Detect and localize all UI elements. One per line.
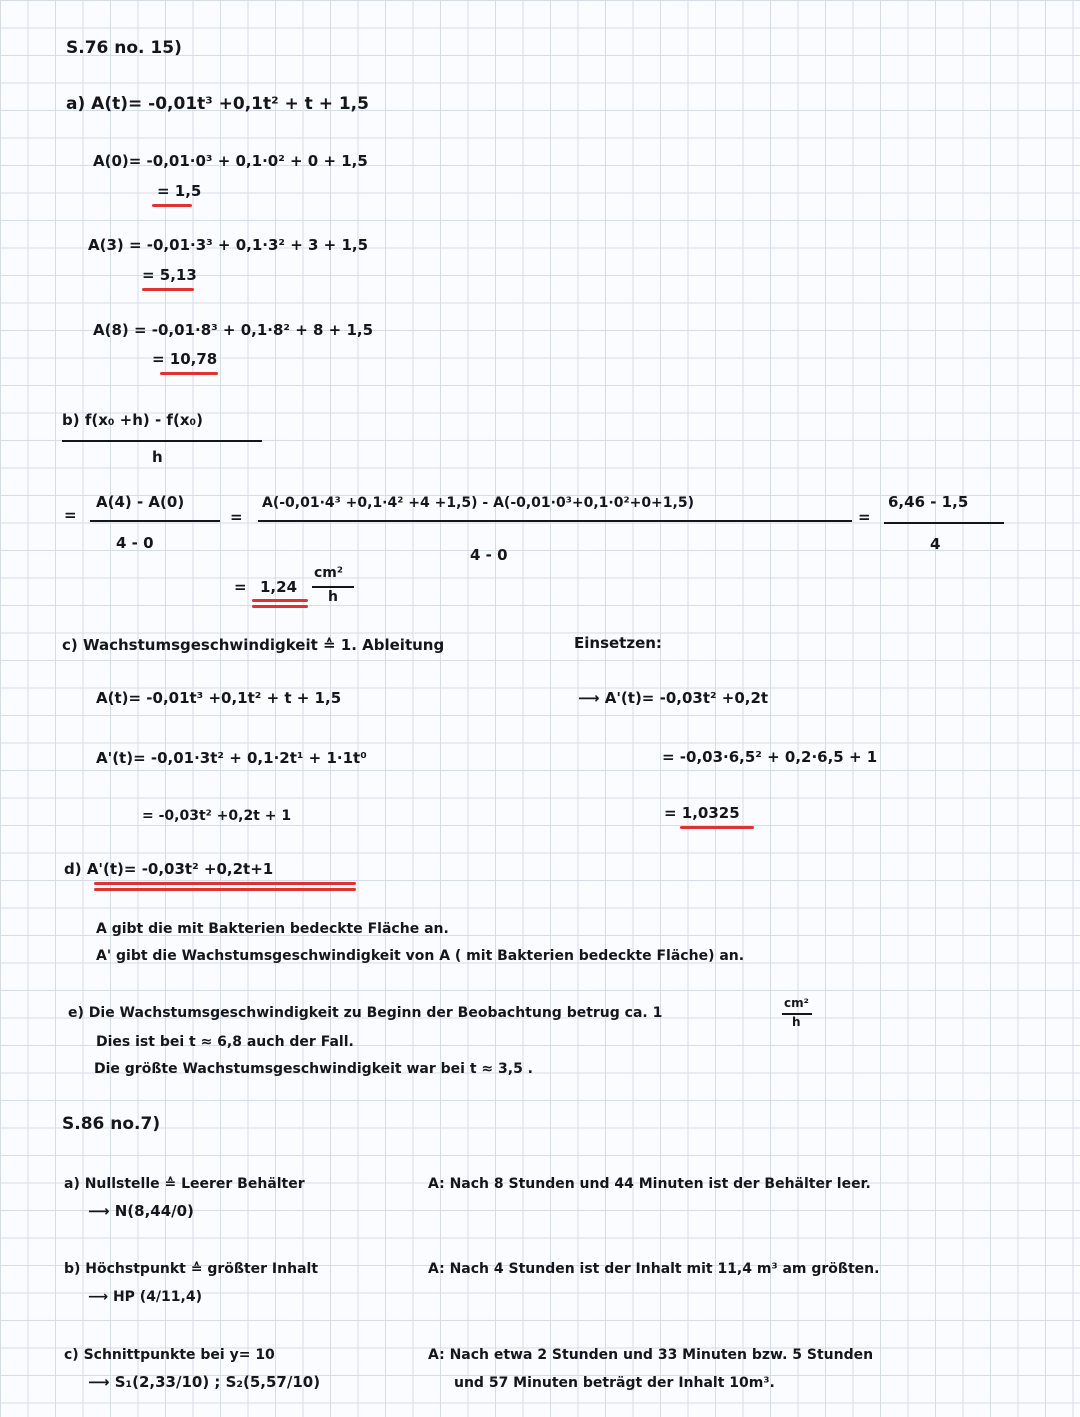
d-underline-2: [94, 888, 356, 891]
d-function: d) A'(t)= -0,03t² +0,2t+1: [64, 860, 274, 878]
diff-quotient-bar: [62, 440, 262, 442]
fraction1-bar: [90, 520, 220, 522]
a0-underline: [152, 204, 192, 207]
equals-3: =: [858, 508, 871, 526]
c-simplified: = -0,03t² +0,2t + 1: [142, 808, 292, 824]
s86-c-title: c) Schnittpunkte bei y= 10: [64, 1347, 275, 1363]
b-result-underline-2: [252, 605, 308, 608]
fraction1-denominator: 4 - 0: [116, 534, 154, 552]
diff-quotient-numerator: b) f(x₀ +h) - f(x₀): [62, 411, 203, 429]
fraction2-numerator: A(-0,01·4³ +0,1·4² +4 +1,5) - A(-0,01·0³+0,1·0²+0+1,5): [262, 495, 694, 511]
b-result-value: 1,24: [260, 578, 298, 596]
s86-b-title: b) Höchstpunkt ≙ größter Inhalt: [64, 1261, 319, 1277]
s86-c-answer-2: und 57 Minuten beträgt der Inhalt 10m³.: [454, 1375, 775, 1391]
fraction2-bar: [258, 520, 852, 522]
a3-calc: A(3) = -0,01·3³ + 0,1·3² + 3 + 1,5: [88, 236, 369, 254]
page-heading: S.76 no. 15): [66, 38, 182, 58]
d-explanation-2: A' gibt die Wachstumsgeschwindigkeit von A ( mit Bakterien bedeckte Fläche) an.: [96, 948, 745, 964]
b-result-unit-den: h: [328, 589, 338, 605]
c-result: = 1,0325: [664, 804, 740, 822]
s86-b-point: ⟶ HP (4/11,4): [88, 1289, 202, 1305]
s86-b-answer: A: Nach 4 Stunden ist der Inhalt mit 11,4 m³ am größten.: [428, 1261, 880, 1277]
a3-underline: [142, 288, 194, 291]
s86-a-answer: A: Nach 8 Stunden und 44 Minuten ist der Behälter leer.: [428, 1176, 871, 1192]
c-function: A(t)= -0,01t³ +0,1t² + t + 1,5: [96, 689, 342, 707]
function-a: a) A(t)= -0,01t³ +0,1t² + t + 1,5: [66, 94, 369, 114]
a3-result: = 5,13: [142, 266, 197, 284]
b-result-unit-bar: [312, 586, 354, 588]
a8-result: = 10,78: [152, 350, 218, 368]
s86-a-point: ⟶ N(8,44/0): [88, 1202, 194, 1220]
s86-a-title: a) Nullstelle ≙ Leerer Behälter: [64, 1176, 305, 1192]
s86-c-points: ⟶ S₁(2,33/10) ; S₂(5,57/10): [88, 1373, 321, 1391]
e-line-3: Die größte Wachstumsgeschwindigkeit war bei t ≈ 3,5 .: [94, 1061, 533, 1077]
d-explanation-1: A gibt die mit Bakterien bedeckte Fläche an.: [96, 921, 449, 937]
fraction2-denominator: 4 - 0: [470, 546, 508, 564]
a0-result: = 1,5: [157, 182, 202, 200]
e-unit-den: h: [792, 1015, 801, 1029]
fraction3-bar: [884, 522, 1004, 524]
b-result-underline-1: [252, 599, 308, 602]
e-unit-num: cm²: [784, 996, 809, 1010]
equals-2: =: [230, 508, 243, 526]
fraction3-numerator: 6,46 - 1,5: [888, 493, 969, 511]
a0-calc: A(0)= -0,01·0³ + 0,1·0² + 0 + 1,5: [93, 152, 368, 170]
fraction1-numerator: A(4) - A(0): [96, 493, 185, 511]
s86-c-answer-1: A: Nach etwa 2 Stunden und 33 Minuten bzw. 5 Stunden: [428, 1347, 874, 1363]
c-result-underline: [680, 826, 754, 829]
a8-calc: A(8) = -0,01·8³ + 0,1·8² + 8 + 1,5: [93, 321, 374, 339]
e-line-1: e) Die Wachstumsgeschwindigkeit zu Beginn der Beobachtung betrug ca. 1: [68, 1005, 663, 1021]
e-line-2: Dies ist bei t ≈ 6,8 auch der Fall.: [96, 1034, 354, 1050]
a8-underline: [160, 372, 218, 375]
diff-quotient-denominator: h: [152, 448, 163, 466]
d-underline-1: [94, 882, 356, 885]
b-result-unit-num: cm²: [314, 565, 344, 581]
fraction3-denominator: 4: [930, 535, 941, 553]
c-substitution: = -0,03·6,5² + 0,2·6,5 + 1: [662, 748, 878, 766]
c-derivative: A'(t)= -0,01·3t² + 0,1·2t¹ + 1·1t⁰: [96, 749, 367, 767]
b-result-prefix: =: [234, 578, 247, 596]
equals-1: =: [64, 506, 77, 524]
c-derivative-short: ⟶ A'(t)= -0,03t² +0,2t: [578, 689, 769, 707]
c-einsetzen-label: Einsetzen:: [574, 634, 662, 652]
section-heading-2: S.86 no.7): [62, 1114, 161, 1134]
c-title: c) Wachstumsgeschwindigkeit ≙ 1. Ableitung: [62, 636, 445, 654]
